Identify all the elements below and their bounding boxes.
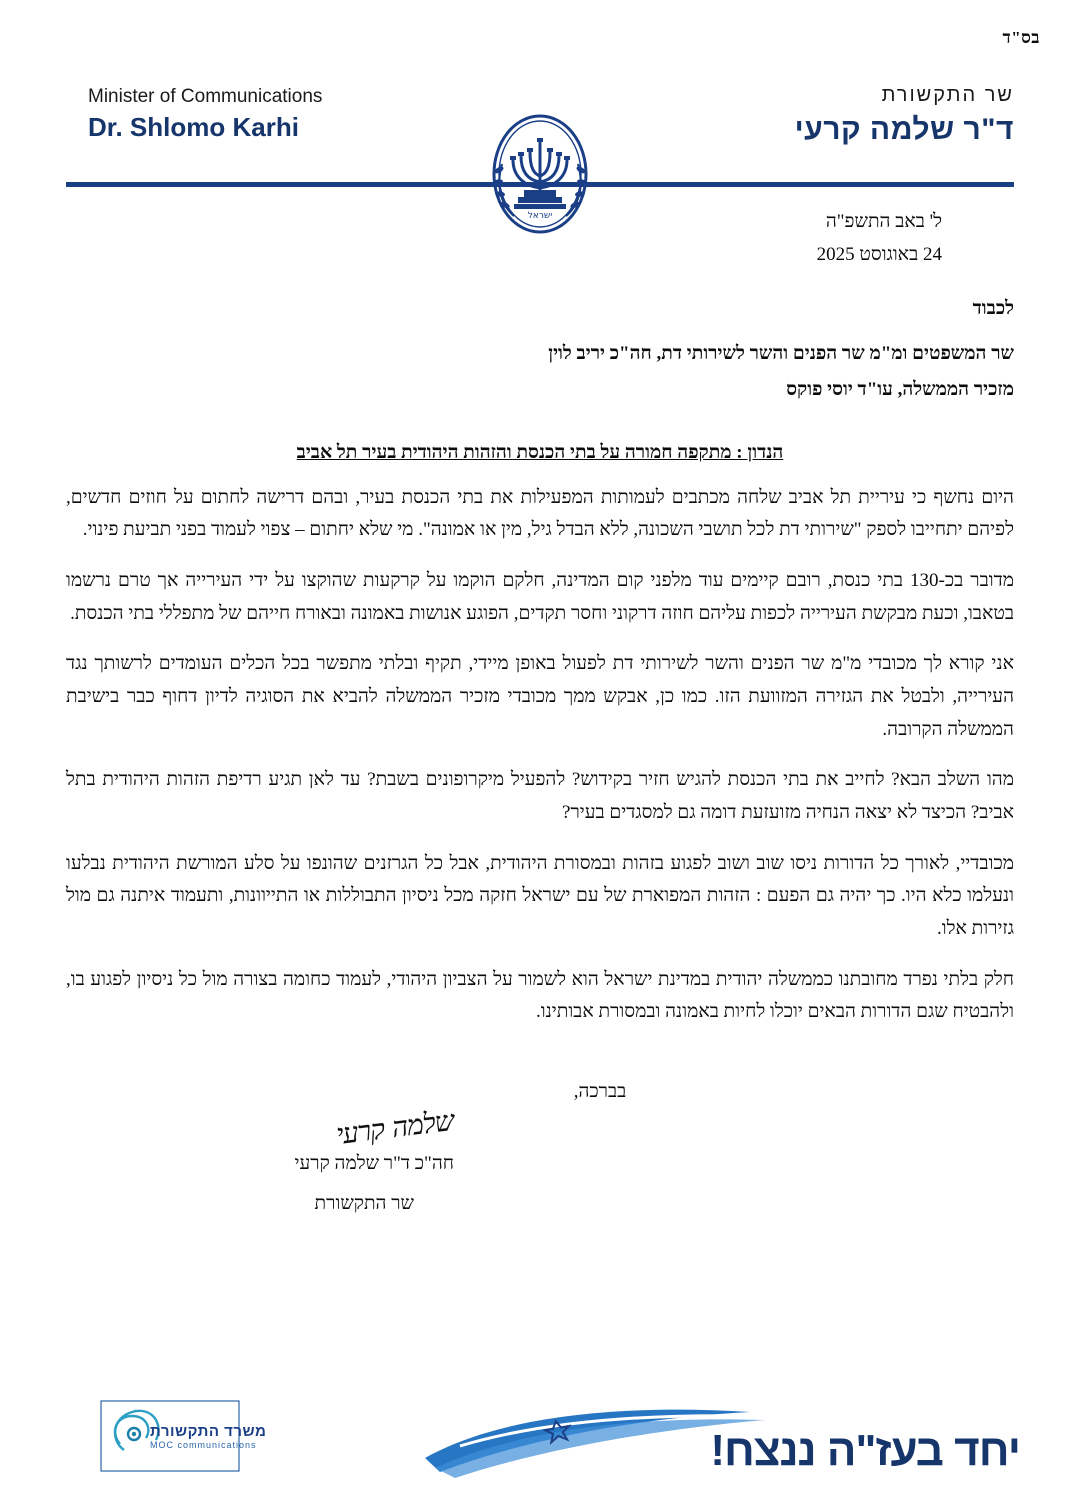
letterhead bbox=[0, 62, 1080, 221]
letter-footer bbox=[0, 1380, 1080, 1490]
closing-block bbox=[66, 1081, 1014, 1231]
paragraph-4: מהו השלב הבא? לחייב את בתי הכנסת להגיש חזיר בקידוש? להפעיל מיקרופונים בשבת? עד לאן תגיע רדיפת הזהות היהודית בתל אביב? הכיצד לא יצאה הנחיה מזועזעת דומה גם למסגדים בעיר? bbox=[66, 769, 1014, 824]
addressee-line-2: מזכיר הממשלה, עו"ד יוסי פוקס bbox=[786, 378, 1014, 400]
minister-role-en: Minister of Communications bbox=[88, 86, 323, 107]
moc-logo-en: MOC communications bbox=[150, 1440, 257, 1450]
letterhead-english bbox=[88, 86, 322, 143]
handwritten-signature: שלמה קרעי bbox=[334, 1104, 456, 1152]
minister-name-en: Dr. Shlomo Karhi bbox=[88, 112, 299, 142]
addressee-line-1: שר המשפטים ומ"מ שר הפנים והשר לשירותי דת, חה"כ יריב לוין bbox=[548, 342, 1014, 364]
date-gregorian: 24 באוגוסט 2025 bbox=[816, 244, 942, 266]
date-block bbox=[66, 205, 942, 272]
addressee-block bbox=[66, 298, 1014, 408]
moc-logo-text bbox=[150, 1423, 266, 1450]
paragraph-5: מכובדיי, לאורך כל הדורות ניסו שוב ושוב לפגוע בזהות ובמסורת היהודית, אבל כל הגרזנים שהונפו על סלע המורשת היהודית נבלעו ונעלמו כלא היו. כך יהיה גם הפעם : הזהות המפוארת של עם ישראל חזקה מכל ניסיון התבוללות או התייוונות, ותעמוד איתנה גם מול גזירות אלו. bbox=[66, 852, 1014, 940]
paragraph-3: אני קורא לך מכובדי מ"מ שר הפנים והשר לשירותי דת לפעול באופן מיידי, תקיף ובלתי מתפשר בכל הכלים העומדים לרשותך נגד העירייה, ולבטל את הגזירה המזוועת הזו. כמו כן, אבקש ממך מכובדי מזכיר הממשלה להביא את הסוגיה לדיון דחוף כבר בישיבת הממשלה הקרובה. bbox=[66, 653, 1014, 740]
header-divider bbox=[66, 182, 1014, 187]
paragraph-1: היום נחשף כי עיריית תל אביב שלחה מכתבים לעמותות המפעילות את בתי הכנסת בעיר, ובהם דרישה לחתום על חוזים חדשים, לפיהם יתחייבו לספק "שירותי דת לכל תושבי השכונה, ללא הבדל גיל, מין או אמונה". מי שלא יחתום – צפוי לעמוד בפני תביעת פינוי. bbox=[66, 486, 1014, 541]
letter-body bbox=[66, 205, 1014, 1231]
footer-slogan: יחד בעז"ה ננצח! bbox=[710, 1426, 1020, 1475]
paragraph-6: חלק בלתי נפרד מחובתנו כממשלה יהודית במדינת ישראל הוא לשמור על הצביון היהודי, לעמוד כחומה בצורה מול כל ניסיון לפגוע בו, ולהבטיח שגם הדורות הבאים יוכלו לחיות באמונה ובמסורת אבותינו. bbox=[66, 968, 1014, 1023]
letterhead-hebrew bbox=[795, 84, 1014, 147]
signer-name: חה"כ ד"ר שלמה קרעי bbox=[294, 1153, 454, 1175]
paragraph-2: מדובר בכ-130 בתי כנסת, רובם קיימים עוד מלפני קום המדינה, חלקם הוקמו על קרקעות שהוקצו על ידי העירייה אך טרם נרשמו בטאבו, וכעת מבקשת העירייה לכפות עליהם חוזה דרקוני וחסר תקדים, הפוגע אנושות באמונה ובאורח חייהם של מתפללי בתי הכנסת. bbox=[66, 570, 1014, 624]
subject-line: הנדון : מתקפה חמורה על בתי הכנסת והזהות היהודית בעיר תל אביב bbox=[296, 441, 784, 463]
moc-logo-he: משרד התקשורת bbox=[150, 1423, 267, 1440]
salutation: לכבוד bbox=[972, 297, 1014, 319]
svg-text:ישראל: ישראל bbox=[527, 211, 553, 221]
date-hebrew: ל' באב התשפ"ה bbox=[825, 211, 942, 232]
signer-title: שר התקשורת bbox=[314, 1193, 414, 1215]
minister-role-he: שר התקשורת bbox=[881, 84, 1014, 106]
signature-area bbox=[66, 1104, 1014, 1231]
bsd-marking: בס"ד bbox=[1002, 28, 1040, 47]
minister-name-he: ד"ר שלמה קרעי bbox=[794, 113, 1014, 146]
closing-regards: בברכה, bbox=[573, 1081, 627, 1103]
